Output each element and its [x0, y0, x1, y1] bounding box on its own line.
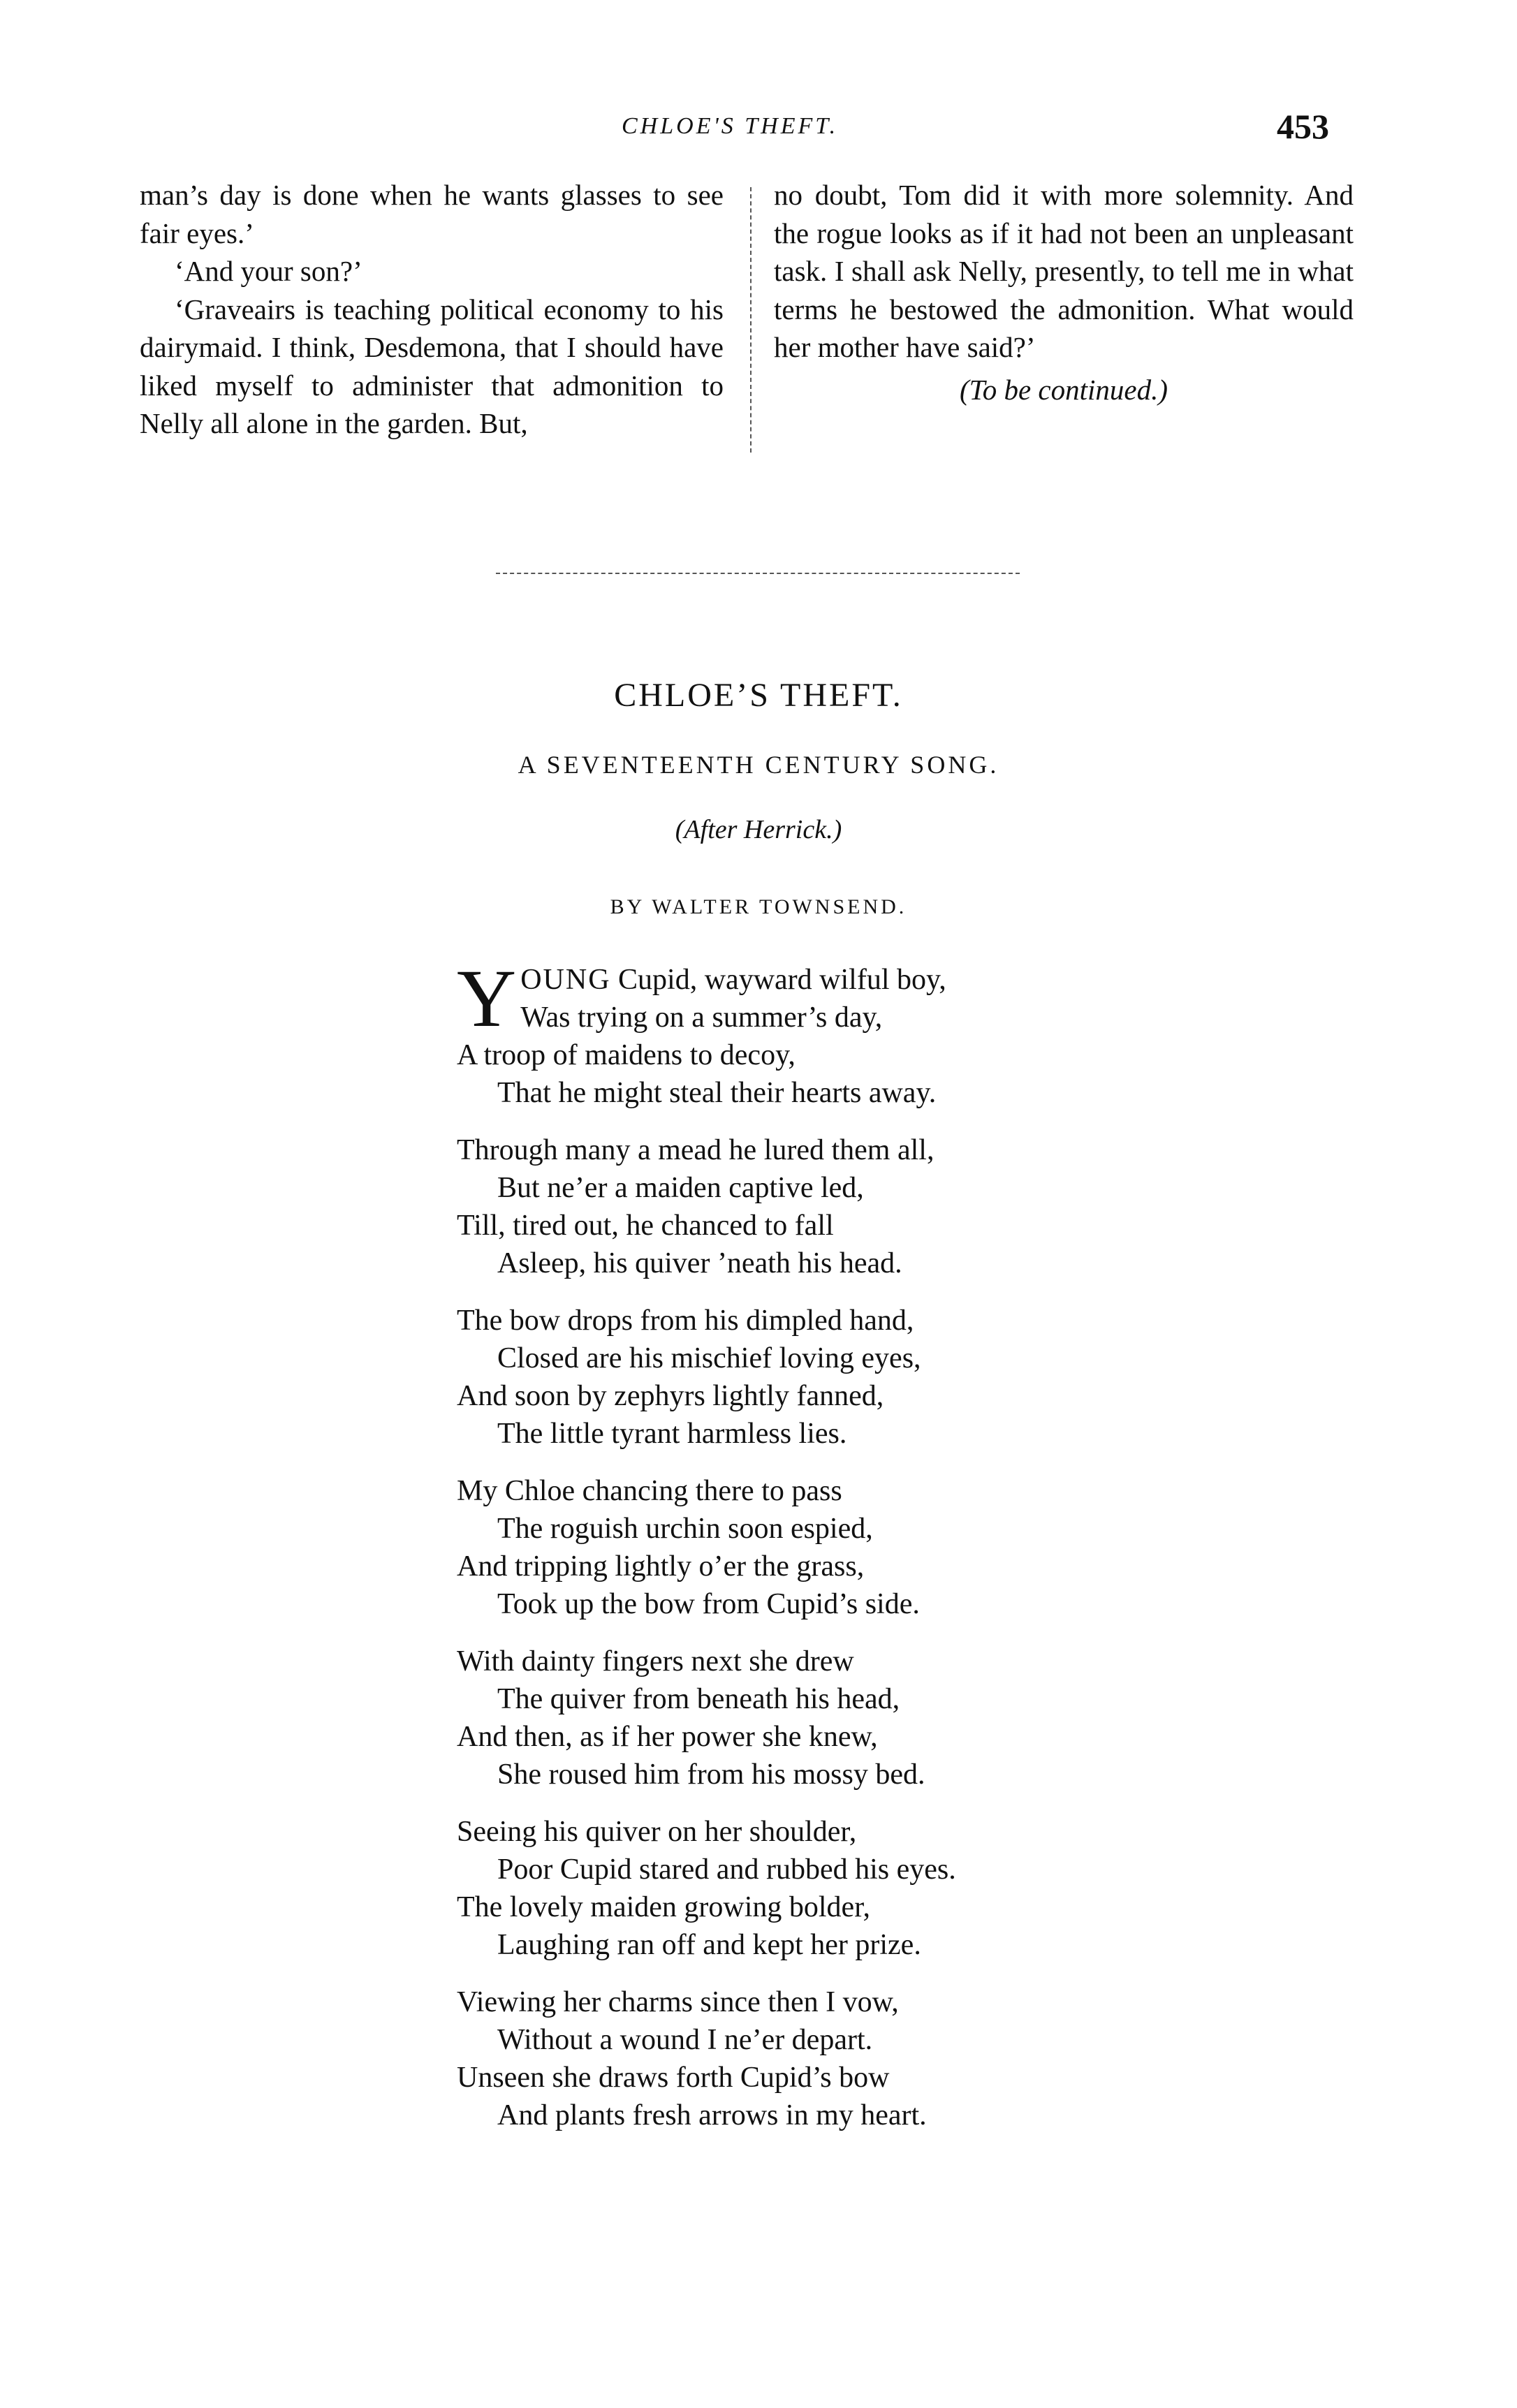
paragraph: man’s day is done when he wants glasses to see fair eyes.’ — [140, 179, 724, 249]
poem-line: That he might steal their hearts away. — [497, 1077, 937, 1109]
poem-line: Seeing his quiver on her shoulder, — [457, 1816, 857, 1848]
stanza — [457, 1813, 1169, 1964]
poem-line: With dainty fingers next she drew — [457, 1645, 854, 1677]
running-head — [0, 107, 1517, 152]
poem-line: A troop of maidens to decoy, — [457, 1039, 796, 1071]
stanza — [457, 1131, 1169, 1282]
right-column — [774, 176, 1354, 409]
poem-line: Without a wound I ne’er depart. — [497, 2024, 873, 2056]
line-text: Cupid, wayward wilful boy, — [610, 964, 946, 996]
poem-title: CHLOE’S THEFT. — [614, 677, 903, 714]
paragraph: ‘Graveairs is teaching political economy to his dairymaid. I think, Desdemona, that I should have liked myself to administer that admonition to Nelly all alone in the garden. But, — [140, 293, 724, 439]
poem-line: Was trying on a summer’s day, — [520, 1001, 883, 1034]
stanza — [457, 953, 1169, 1112]
poem-line: The bow drops from his dimpled hand, — [457, 1305, 914, 1337]
paragraph: no doubt, Tom did it with more solemnity. And the rogue looks as if it had not been an unpleasant task. I shall ask Nelly, presently, to tell me in what terms he bestowed the admonition. What would her mother have said?’ — [774, 179, 1354, 363]
section-divider — [496, 573, 1020, 574]
poem-line: Poor Cupid stared and rubbed his eyes. — [497, 1853, 956, 1886]
poem-attribution: (After Herrick.) — [675, 815, 842, 844]
stanza — [457, 1302, 1169, 1453]
poem-line: Laughing ran off and kept her prize. — [497, 1929, 921, 1961]
poem-subtitle: A SEVENTEENTH CENTURY SONG. — [518, 751, 999, 779]
stanza — [457, 1472, 1169, 1623]
poem-line: And soon by zephyrs lightly fanned, — [457, 1380, 884, 1412]
poem-line: But ne’er a maiden captive led, — [497, 1172, 864, 1204]
first-word: OUNG — [520, 964, 611, 996]
poem-line: Till, tired out, he chanced to fall — [457, 1210, 834, 1242]
paragraph: ‘And your son?’ — [175, 255, 362, 287]
poem-line: And plants fresh arrows in my heart. — [497, 2099, 927, 2131]
poem-line: The roguish urchin soon espied, — [497, 1513, 873, 1545]
poem-line: My Chloe chancing there to pass — [457, 1475, 842, 1507]
to-be-continued: (To be continued.) — [960, 373, 1168, 406]
stanza — [457, 1983, 1169, 2134]
poem-line: Viewing her charms since then I vow, — [457, 1986, 899, 2018]
poem-line: She roused him from his mossy bed. — [497, 1759, 925, 1791]
column-divider — [750, 187, 752, 453]
stanza — [457, 1643, 1169, 1793]
poem-line: Through many a mead he lured them all, — [457, 1134, 935, 1166]
poem-line: Unseen she draws forth Cupid’s bow — [457, 2062, 890, 2094]
poem-line: Closed are his mischief loving eyes, — [497, 1342, 921, 1374]
poem-line: The quiver from beneath his head, — [497, 1683, 900, 1715]
poem-line: And then, as if her power she knew, — [457, 1721, 878, 1753]
page-number: 453 — [1277, 107, 1329, 146]
poem-line: Asleep, his quiver ’neath his head. — [497, 1247, 902, 1279]
poem-line: The lovely maiden growing bolder, — [457, 1891, 870, 1923]
poem-author: BY WALTER TOWNSEND. — [610, 895, 907, 918]
running-title: CHLOE'S THEFT. — [622, 113, 839, 139]
poem-body — [457, 953, 1169, 2154]
left-column — [140, 176, 724, 443]
poem-line: And tripping lightly o’er the grass, — [457, 1550, 865, 1583]
drop-cap: Y — [457, 953, 517, 1044]
poem-line: The little tyrant harmless lies. — [497, 1418, 847, 1450]
poem-line: Took up the bow from Cupid’s side. — [497, 1588, 920, 1620]
